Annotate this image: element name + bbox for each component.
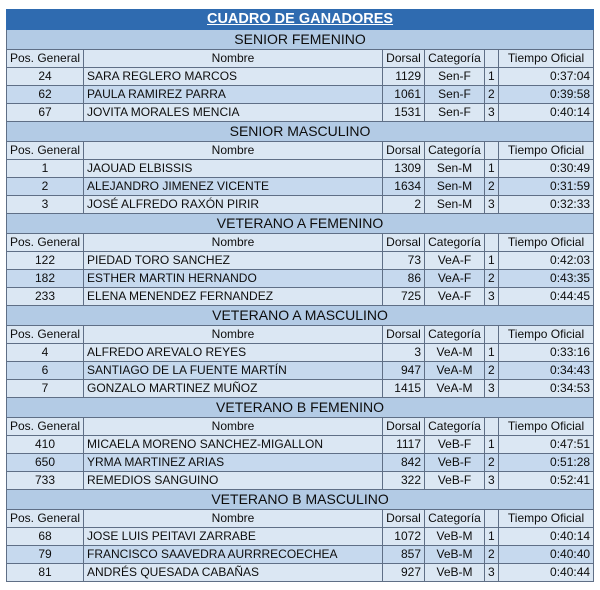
cell-dorsal: 73: [383, 252, 425, 270]
table-row: [7, 454, 594, 472]
title-row: [7, 10, 594, 30]
header-nombre: Nombre: [84, 418, 383, 436]
cell-tiempo: 0:32:33: [499, 196, 594, 214]
cell-categoria: Sen-F: [425, 86, 485, 104]
cell-dorsal: 1415: [383, 380, 425, 398]
table-row: [7, 178, 594, 196]
cell-nombre: ELENA MENENDEZ FERNANDEZ: [84, 288, 383, 306]
cell-tiempo: 0:44:45: [499, 288, 594, 306]
cell-tiempo: 0:52:41: [499, 472, 594, 490]
cell-puesto: 3: [485, 380, 499, 398]
table-row: [7, 362, 594, 380]
table-row: [7, 196, 594, 214]
column-header-row: [7, 50, 594, 68]
cell-pos: 62: [7, 86, 84, 104]
header-nombre: Nombre: [84, 142, 383, 160]
cell-dorsal: 3: [383, 344, 425, 362]
header-dorsal: Dorsal: [383, 234, 425, 252]
cell-categoria: VeA-F: [425, 252, 485, 270]
cell-puesto: 1: [485, 436, 499, 454]
cell-pos: 233: [7, 288, 84, 306]
category-title-row: [7, 490, 594, 510]
cell-categoria: VeB-M: [425, 564, 485, 582]
cell-puesto: 3: [485, 288, 499, 306]
cell-pos: 67: [7, 104, 84, 122]
header-tiempo: Tiempo Oficial: [499, 326, 594, 344]
header-pos: Pos. General: [7, 326, 84, 344]
cell-tiempo: 0:39:58: [499, 86, 594, 104]
winners-board: [6, 9, 593, 582]
cell-dorsal: 1634: [383, 178, 425, 196]
table-row: [7, 160, 594, 178]
cell-tiempo: 0:31:59: [499, 178, 594, 196]
category-title-row: [7, 398, 594, 418]
table-row: [7, 270, 594, 288]
cell-categoria: VeA-M: [425, 380, 485, 398]
cell-dorsal: 725: [383, 288, 425, 306]
header-tiempo: Tiempo Oficial: [499, 510, 594, 528]
cell-nombre: JOSE LUIS PEITAVI ZARRABE: [84, 528, 383, 546]
cell-pos: 733: [7, 472, 84, 490]
cell-categoria: VeB-F: [425, 436, 485, 454]
column-header-row: [7, 142, 594, 160]
table-row: [7, 68, 594, 86]
cell-dorsal: 1117: [383, 436, 425, 454]
cell-tiempo: 0:33:16: [499, 344, 594, 362]
cell-pos: 6: [7, 362, 84, 380]
cell-puesto: 3: [485, 564, 499, 582]
category-title: VETERANO B FEMENINO: [7, 398, 594, 418]
column-header-row: [7, 418, 594, 436]
header-puesto: [485, 326, 499, 344]
header-nombre: Nombre: [84, 234, 383, 252]
header-puesto: [485, 234, 499, 252]
cell-categoria: VeB-F: [425, 472, 485, 490]
cell-tiempo: 0:47:51: [499, 436, 594, 454]
cell-tiempo: 0:40:14: [499, 104, 594, 122]
header-puesto: [485, 142, 499, 160]
header-tiempo: Tiempo Oficial: [499, 234, 594, 252]
cell-puesto: 2: [485, 270, 499, 288]
cell-pos: 2: [7, 178, 84, 196]
header-puesto: [485, 510, 499, 528]
cell-tiempo: 0:40:40: [499, 546, 594, 564]
cell-puesto: 2: [485, 362, 499, 380]
header-dorsal: Dorsal: [383, 418, 425, 436]
cell-categoria: VeA-F: [425, 288, 485, 306]
cell-categoria: Sen-M: [425, 196, 485, 214]
cell-dorsal: 86: [383, 270, 425, 288]
cell-tiempo: 0:37:04: [499, 68, 594, 86]
header-pos: Pos. General: [7, 142, 84, 160]
cell-categoria: VeB-F: [425, 454, 485, 472]
table-row: [7, 104, 594, 122]
header-pos: Pos. General: [7, 234, 84, 252]
cell-tiempo: 0:40:44: [499, 564, 594, 582]
cell-tiempo: 0:51:28: [499, 454, 594, 472]
cell-nombre: ALEJANDRO JIMENEZ VICENTE: [84, 178, 383, 196]
cell-tiempo: 0:42:03: [499, 252, 594, 270]
cell-pos: 68: [7, 528, 84, 546]
cell-puesto: 1: [485, 252, 499, 270]
header-pos: Pos. General: [7, 50, 84, 68]
cell-categoria: VeB-M: [425, 528, 485, 546]
cell-dorsal: 857: [383, 546, 425, 564]
cell-nombre: ANDRÉS QUESADA CABAÑAS: [84, 564, 383, 582]
category-title: VETERANO A MASCULINO: [7, 306, 594, 326]
category-title-row: [7, 306, 594, 326]
table-row: [7, 546, 594, 564]
cell-pos: 122: [7, 252, 84, 270]
cell-nombre: PAULA RAMIREZ PARRA: [84, 86, 383, 104]
cell-categoria: VeA-M: [425, 362, 485, 380]
cell-puesto: 1: [485, 160, 499, 178]
cell-pos: 1: [7, 160, 84, 178]
winners-table: [6, 9, 594, 582]
table-row: [7, 528, 594, 546]
cell-puesto: 3: [485, 472, 499, 490]
header-dorsal: Dorsal: [383, 142, 425, 160]
header-categoria: Categoría: [425, 418, 485, 436]
header-pos: Pos. General: [7, 510, 84, 528]
header-nombre: Nombre: [84, 510, 383, 528]
header-nombre: Nombre: [84, 326, 383, 344]
cell-dorsal: 1061: [383, 86, 425, 104]
cell-puesto: 3: [485, 104, 499, 122]
header-tiempo: Tiempo Oficial: [499, 142, 594, 160]
category-title: SENIOR FEMENINO: [7, 30, 594, 50]
cell-tiempo: 0:30:49: [499, 160, 594, 178]
header-puesto: [485, 418, 499, 436]
cell-nombre: YRMA MARTINEZ ARIAS: [84, 454, 383, 472]
cell-categoria: VeA-F: [425, 270, 485, 288]
category-title-row: [7, 30, 594, 50]
cell-puesto: 2: [485, 178, 499, 196]
cell-nombre: SARA REGLERO MARCOS: [84, 68, 383, 86]
cell-tiempo: 0:43:35: [499, 270, 594, 288]
cell-puesto: 1: [485, 528, 499, 546]
cell-categoria: Sen-M: [425, 178, 485, 196]
header-categoria: Categoría: [425, 326, 485, 344]
cell-categoria: Sen-F: [425, 104, 485, 122]
header-dorsal: Dorsal: [383, 510, 425, 528]
header-dorsal: Dorsal: [383, 326, 425, 344]
cell-dorsal: 947: [383, 362, 425, 380]
cell-nombre: REMEDIOS SANGUINO: [84, 472, 383, 490]
cell-dorsal: 927: [383, 564, 425, 582]
cell-nombre: ESTHER MARTIN HERNANDO: [84, 270, 383, 288]
cell-puesto: 2: [485, 86, 499, 104]
cell-pos: 24: [7, 68, 84, 86]
cell-puesto: 1: [485, 344, 499, 362]
table-row: [7, 86, 594, 104]
cell-nombre: JAOUAD ELBISSIS: [84, 160, 383, 178]
cell-categoria: Sen-F: [425, 68, 485, 86]
cell-puesto: 2: [485, 454, 499, 472]
table-row: [7, 252, 594, 270]
cell-pos: 79: [7, 546, 84, 564]
cell-dorsal: 842: [383, 454, 425, 472]
category-title: SENIOR MASCULINO: [7, 122, 594, 142]
cell-tiempo: 0:34:43: [499, 362, 594, 380]
header-pos: Pos. General: [7, 418, 84, 436]
cell-pos: 410: [7, 436, 84, 454]
cell-dorsal: 322: [383, 472, 425, 490]
table-row: [7, 344, 594, 362]
cell-pos: 3: [7, 196, 84, 214]
table-row: [7, 380, 594, 398]
cell-tiempo: 0:34:53: [499, 380, 594, 398]
column-header-row: [7, 326, 594, 344]
header-tiempo: Tiempo Oficial: [499, 418, 594, 436]
cell-dorsal: 1531: [383, 104, 425, 122]
category-title-row: [7, 122, 594, 142]
cell-dorsal: 1072: [383, 528, 425, 546]
cell-tiempo: 0:40:14: [499, 528, 594, 546]
table-row: [7, 436, 594, 454]
header-categoria: Categoría: [425, 234, 485, 252]
cell-nombre: GONZALO MARTINEZ MUÑOZ: [84, 380, 383, 398]
cell-pos: 4: [7, 344, 84, 362]
header-categoria: Categoría: [425, 510, 485, 528]
table-row: [7, 288, 594, 306]
cell-pos: 650: [7, 454, 84, 472]
table-row: [7, 564, 594, 582]
cell-categoria: VeA-M: [425, 344, 485, 362]
cell-pos: 81: [7, 564, 84, 582]
category-title-row: [7, 214, 594, 234]
table-row: [7, 472, 594, 490]
cell-nombre: PIEDAD TORO SANCHEZ: [84, 252, 383, 270]
cell-dorsal: 1129: [383, 68, 425, 86]
cell-nombre: ALFREDO AREVALO REYES: [84, 344, 383, 362]
column-header-row: [7, 510, 594, 528]
category-title: VETERANO B MASCULINO: [7, 490, 594, 510]
header-puesto: [485, 50, 499, 68]
cell-dorsal: 1309: [383, 160, 425, 178]
cell-nombre: JOSÉ ALFREDO RAXÓN PIRIR: [84, 196, 383, 214]
column-header-row: [7, 234, 594, 252]
category-title: VETERANO A FEMENINO: [7, 214, 594, 234]
cell-nombre: SANTIAGO DE LA FUENTE MARTÍN: [84, 362, 383, 380]
cell-puesto: 3: [485, 196, 499, 214]
cell-dorsal: 2: [383, 196, 425, 214]
cell-nombre: MICAELA MORENO SANCHEZ-MIGALLON: [84, 436, 383, 454]
header-dorsal: Dorsal: [383, 50, 425, 68]
header-categoria: Categoría: [425, 50, 485, 68]
header-tiempo: Tiempo Oficial: [499, 50, 594, 68]
header-nombre: Nombre: [84, 50, 383, 68]
cell-nombre: JOVITA MORALES MENCIA: [84, 104, 383, 122]
cell-puesto: 2: [485, 546, 499, 564]
cell-puesto: 1: [485, 68, 499, 86]
cell-categoria: Sen-M: [425, 160, 485, 178]
cell-categoria: VeB-M: [425, 546, 485, 564]
header-categoria: Categoría: [425, 142, 485, 160]
cell-pos: 182: [7, 270, 84, 288]
cell-pos: 7: [7, 380, 84, 398]
cell-nombre: FRANCISCO SAAVEDRA AURRRECOECHEA: [84, 546, 383, 564]
page-title: CUADRO DE GANADORES: [7, 10, 594, 30]
